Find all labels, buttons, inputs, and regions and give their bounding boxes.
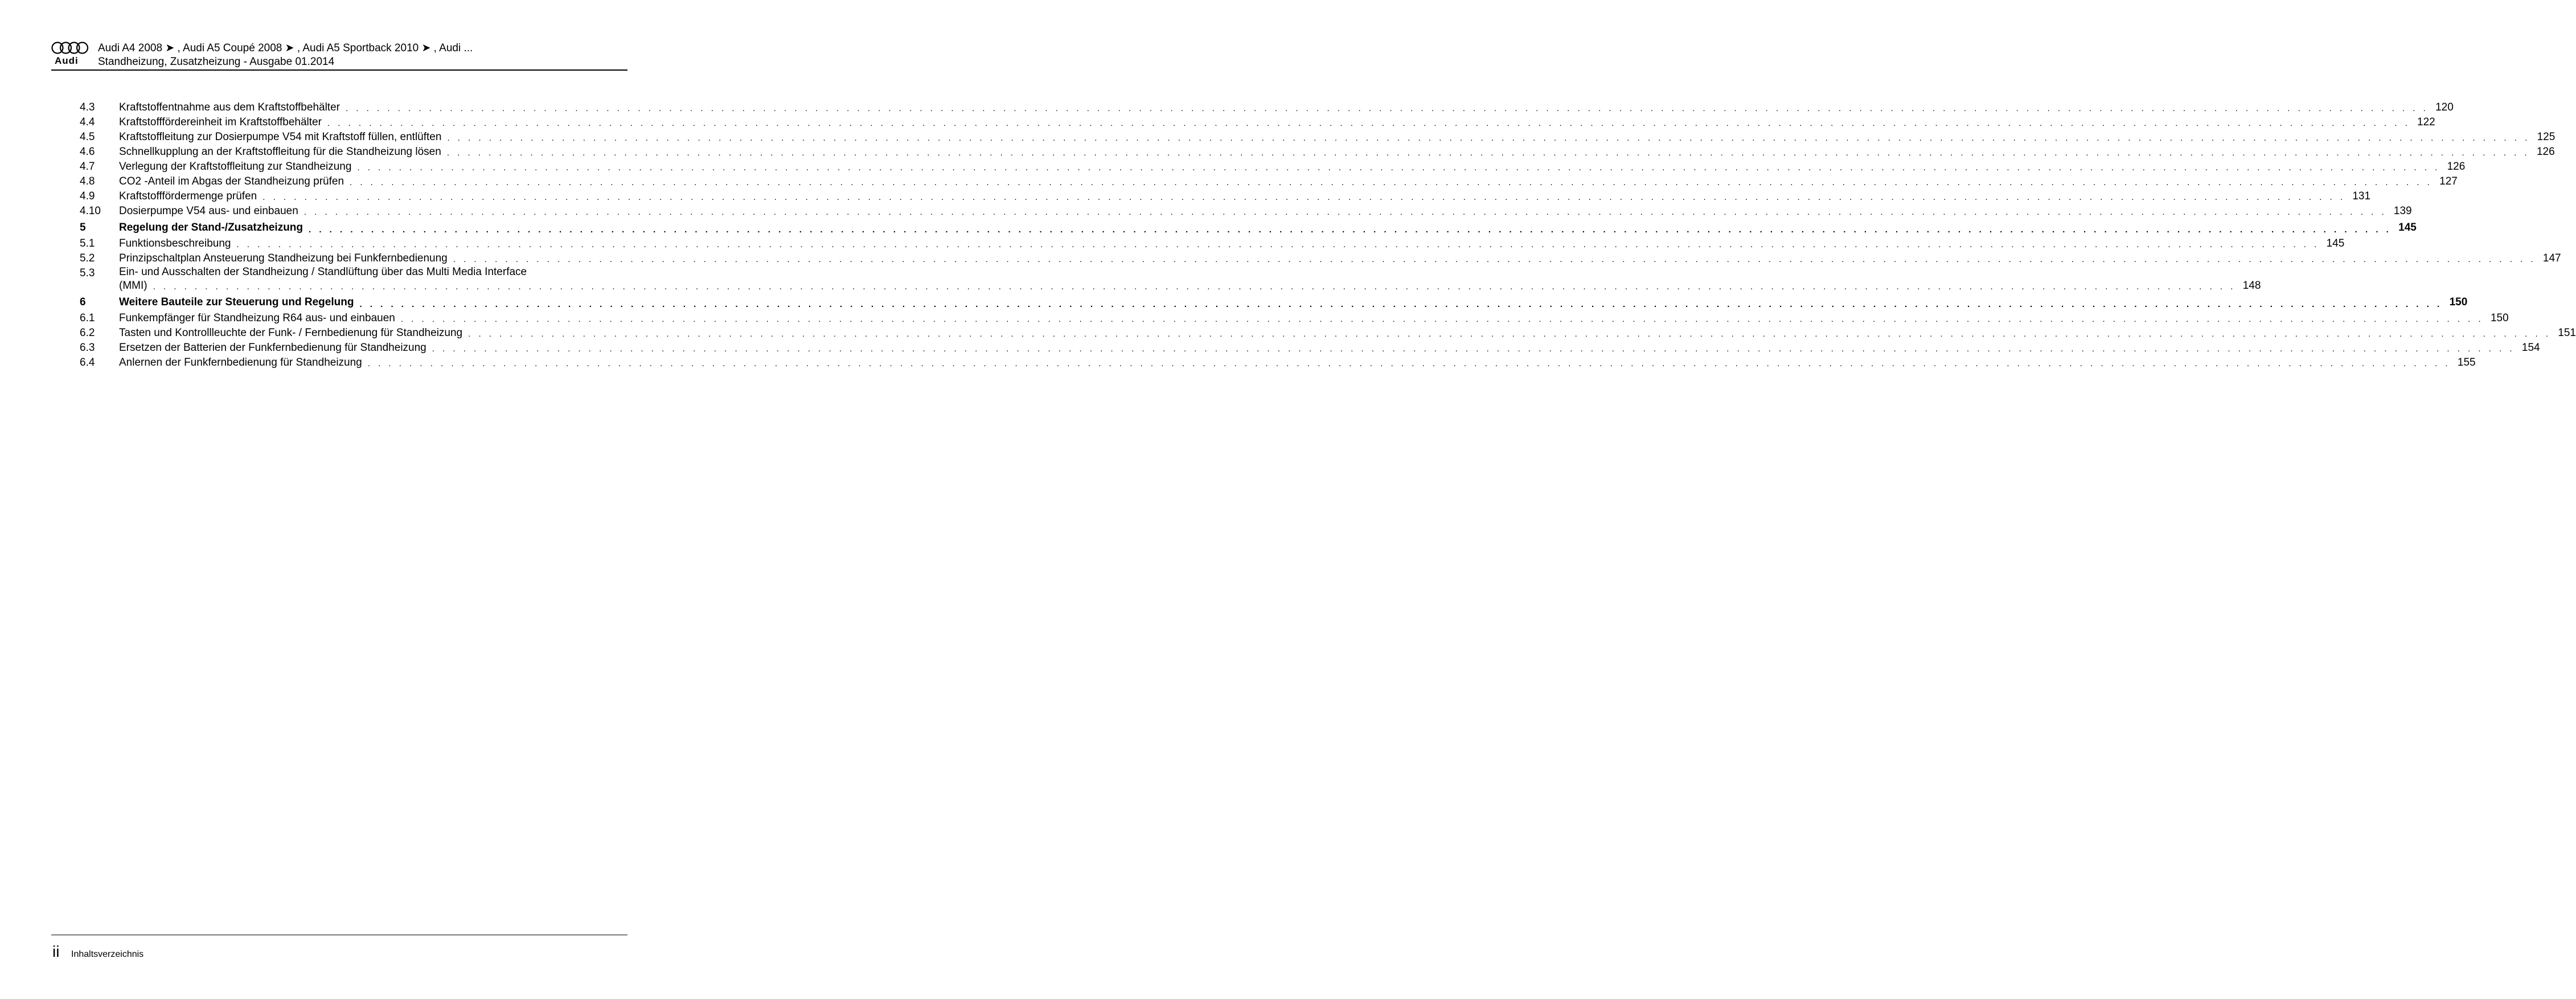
toc-entry-page: 122 [2417,116,2435,128]
toc-entry-title: Kraftstoffentnahme aus dem Kraftstoffbehälter [119,101,340,113]
toc-entry-body [119,145,2555,159]
page-number: ii [52,943,60,960]
toc-entry-number: 4.10 [80,205,101,217]
toc-entry-number: 5 [80,222,86,234]
toc-entry-title: Verlegung der Kraftstoffleitung zur Standheizung [119,161,352,173]
toc-entry-title: Kraftstofffördermenge prüfen [119,190,257,202]
toc-dot-leader: . . . . . . . . . . . . . . . . . . . . . . . . . . . . . . . . . . . . . . . . . . . . . . . . . . . . . . . . . . . . . . . . . . . . . . . . . . . . . . . . . . . . . . . . . . . . . . . . . . . . . . . . . . . . . . . . . . . . . . . . . . . . . . . . . . . . . . . . . . . . . . . . . . . . . . . . . . . . . . . . . . . . . . . . . . . . . . . . . . . . . . . . . . . . . . . . . . . . . . . . [350,178,2433,187]
toc-entry-title: Anlernen der Funkfernbedienung für Standheizung [119,357,362,369]
toc-entry-body [119,355,2476,370]
toc-entry-number: 4.4 [80,116,95,128]
toc-dot-leader: . . . . . . . . . . . . . . . . . . . . . . . . . . . . . . . . . . . . . . . . . . . . . . . . . . . . . . . . . . . . . . . . . . . . . . . . . . . . . . . . . . . . . . . . . . . . . . . . . . . . . . . . . . . . . . . . . . . . . . . . . . . . . . . . . . . . . . . . . . . . . . . . . . . . . . . . . . . . . . . . . . . . . . . . . . . . . . . . . . . . . . . . . . . . . . . . . . . . . . . . [153,282,2236,292]
toc-chapter-row[interactable] [80,293,2468,311]
toc-entry-body [119,204,2412,219]
toc-dot-leader: . . . . . . . . . . . . . . . . . . . . . . . . . . . . . . . . . . . . . . . . . . . . . . . . . . . . . . . . . . . . . . . . . . . . . . . . . . . . . . . . . . . . . . . . . . . . . . . . . . . . . . . . . . . . . . . . . . . . . . . . . . . . . . . . . . . . . . . . . . . . . . . . . . . . . . . . . . . . . . . . . . . . . . . . . . . . . . . . . . . . . . . . . . . . . . . . . . . . . . . . [345,104,2429,113]
toc-entry-number: 6.4 [80,357,95,369]
toc-entry-page: 150 [2490,312,2509,324]
toc-entry-title: Prinzipschaltplan Ansteuerung Standheizung bei Funkfernbedienung [119,252,448,264]
toc-entry-number: 4.6 [80,146,95,158]
toc-entry-row[interactable] [80,251,2561,266]
toc-entry-row[interactable] [80,174,2458,189]
toc-chapter-row[interactable] [80,219,2417,236]
toc-entry-body [119,189,2371,204]
toc-entry-title: Regelung der Stand-/Zusatzheizung [119,222,303,234]
toc-entry-body [119,341,2540,355]
toc-entry-body [119,159,2466,174]
toc-entry-page: 150 [2449,296,2468,308]
toc-entry-title: CO2 -Anteil im Abgas der Standheizung prüfen [119,175,344,187]
toc-dot-leader: . . . . . . . . . . . . . . . . . . . . . . . . . . . . . . . . . . . . . . . . . . . . . . . . . . . . . . . . . . . . . . . . . . . . . . . . . . . . . . . . . . . . . . . . . . . . . . . . . . . . . . . . . . . . . . . . . . . . . . . . . . . . . . . . . . . . . . . . . . . . . . . . . . . . . . . . . . . . . . . . . . . . . . . . . . . . . . . . . . . . . . . . . . . . . . . . . . . . . . . . [327,118,2410,128]
toc-entry-row[interactable] [80,145,2555,159]
table-of-contents [80,100,2576,370]
toc-entry-number: 6 [80,296,86,308]
toc-entry-title: Tasten und Kontrollleuchte der Funk- / Fernbedienung für Standheizung [119,327,463,339]
toc-entry-number: 6.3 [80,342,95,354]
toc-entry-row[interactable] [80,130,2556,145]
toc-entry-body [119,130,2556,145]
toc-dot-leader: . . . . . . . . . . . . . . . . . . . . . . . . . . . . . . . . . . . . . . . . . . . . . . . . . . . . . . . . . . . . . . . . . . . . . . . . . . . . . . . . . . . . . . . . . . . . . . . . . . . . . . . . . . . . . . . . . . . . . . . . . . . . . . . . . . . . . . . . . . . . . . . . . . . . . . . . . . . . . . . . . . . . . . . . . . . . . . . . . . . . . . . . . . . . . . . . . . . . . . . . [446,148,2530,158]
toc-entry-row[interactable] [80,355,2476,370]
toc-entry-row[interactable] [80,341,2540,355]
toc-entry-row[interactable] [80,326,2576,341]
toc-dot-leader: . . . . . . . . . . . . . . . . . . . . . . . . . . . . . . . . . . . . . . . . . . . . . . . . . . . . . . . . . . . . . . . . . . . . . . . . . . . . . . . . . . . . . . . . . . . . . . . . . . . . . . . . . . . . . . . . . . . . . . . . . . . . . . . . . . . . . . . . . . . . . . . . . . . . . . . . . . . . . . . . . . . . . . . . . . . . . . . . . . . . . . . . . . . . . . . . . . . . . . . . [367,359,2451,369]
toc-entry-row[interactable] [80,100,2454,115]
toc-entry-row[interactable] [80,311,2509,326]
toc-entry-page: 154 [2521,342,2540,354]
audi-rings-icon [51,41,89,55]
toc-entry-body [119,251,2561,266]
toc-entry-title: Kraftstoffleitung zur Dosierpumpe V54 mit Kraftstoff füllen, entlüften [119,131,442,143]
header-divider [51,69,627,71]
toc-dot-leader: . . . . . . . . . . . . . . . . . . . . . . . . . . . . . . . . . . . . . . . . . . . . . . . . . . . . . . . . . . . . . . . . . . . . . . . . . . . . . . . . . . . . . . . . . . . . . . . . . . . . . . . . . . . . . . . . . . . . . . . . . . . . . . . . . . . . . . . . . . . . . . . . . . . . . . . . . . . . . . . . . . . . . . . . . . . . . . . . . . . . . . . . . . . . . . . . . . . . . . . . [432,344,2515,354]
toc-dot-leader: . . . . . . . . . . . . . . . . . . . . . . . . . . . . . . . . . . . . . . . . . . . . . . . . . . . . . . . . . . . . . . . . . . . . . . . . . . . . . . . . . . . . . . . . . . . . . . . . . . . . . . . . . . . . . . . . . . . . . . . . . . . . . . . . . . . . . . . . . . . . . . . . . . . . . . . . . . . . . . . . . . . . . . . . . . . . . . . . . . . . . . . . . . . . . . . . . . . . . . . . [400,314,2484,324]
toc-entry-page: 155 [2457,357,2476,369]
header-subtitle: Standheizung, Zusatzheizung - Ausgabe 01.2014 [98,56,335,68]
toc-entry-row[interactable] [80,115,2435,130]
toc-entry-page: 148 [2242,280,2261,292]
toc-entry-title-continued: (MMI) [119,280,147,292]
toc-entry-row[interactable] [80,236,2345,251]
toc-entry-page: 126 [2447,161,2466,173]
toc-entry-page: 120 [2435,101,2454,113]
toc-entry-page: 139 [2393,205,2412,217]
toc-entry-title: Weitere Bauteile zur Steuerung und Regelung [119,296,354,308]
toc-entry-body [119,100,2454,115]
toc-entry-title: Dosierpumpe V54 aus- und einbauen [119,205,298,217]
toc-dot-leader: . . . . . . . . . . . . . . . . . . . . . . . . . . . . . . . . . . . . . . . . . . . . . . . . . . . . . . . . . . . . . . . . . . . . . . . . . . . . . . . . . . . . . . . . . . . . . . . . . . . . . . . . . . . . . . . . . . . . . . . . . . . . . . . . . . . . . . . . . . . . . . . . . . . . . . . . . . . . . . . . . . . . . . . . . . . . . . . . . . . . . . . . . . . . . . . . . . . . . . . . [359,300,2443,309]
toc-entry-body [119,311,2509,326]
toc-dot-leader: . . . . . . . . . . . . . . . . . . . . . . . . . . . . . . . . . . . . . . . . . . . . . . . . . . . . . . . . . . . . . . . . . . . . . . . . . . . . . . . . . . . . . . . . . . . . . . . . . . . . . . . . . . . . . . . . . . . . . . . . . . . . . . . . . . . . . . . . . . . . . . . . . . . . . . . . . . . . . . . . . . . . . . . . . . . . . . . . . . . . . . . . . . . . . . . . . . . . . . . . [453,255,2536,264]
toc-entry-number: 6.2 [80,327,95,339]
toc-entry-number: 4.8 [80,175,95,187]
toc-entry-title: Kraftstofffördereinheit im Kraftstoffbehälter [119,116,322,128]
toc-entry-title: Funkempfänger für Standheizung R64 aus- und einbauen [119,312,395,324]
toc-entry-number: 4.7 [80,161,95,173]
toc-dot-leader: . . . . . . . . . . . . . . . . . . . . . . . . . . . . . . . . . . . . . . . . . . . . . . . . . . . . . . . . . . . . . . . . . . . . . . . . . . . . . . . . . . . . . . . . . . . . . . . . . . . . . . . . . . . . . . . . . . . . . . . . . . . . . . . . . . . . . . . . . . . . . . . . . . . . . . . . . . . . . . . . . . . . . . . . . . . . . . . . . . . . . . . . . . . . . . . . . . . . . . . . [262,193,2346,202]
toc-dot-leader: . . . . . . . . . . . . . . . . . . . . . . . . . . . . . . . . . . . . . . . . . . . . . . . . . . . . . . . . . . . . . . . . . . . . . . . . . . . . . . . . . . . . . . . . . . . . . . . . . . . . . . . . . . . . . . . . . . . . . . . . . . . . . . . . . . . . . . . . . . . . . . . . . . . . . . . . . . . . . . . . . . . . . . . . . . . . . . . . . . . . . . . . . . . . . . . . . . . . . . . . [468,329,2551,339]
toc-entry-title: Ersetzen der Batterien der Funkfernbedienung für Standheizung [119,342,426,354]
toc-entry-page: 127 [2439,175,2458,187]
toc-entry-page: 131 [2352,190,2371,202]
footer-section-label: Inhaltsverzeichnis [71,949,144,959]
toc-entry-number: 4.3 [80,101,95,113]
toc-entry-body [119,174,2458,189]
toc-entry-title: Schnellkupplung an der Kraftstoffleitung für die Standheizung lösen [119,146,441,158]
toc-dot-leader: . . . . . . . . . . . . . . . . . . . . . . . . . . . . . . . . . . . . . . . . . . . . . . . . . . . . . . . . . . . . . . . . . . . . . . . . . . . . . . . . . . . . . . . . . . . . . . . . . . . . . . . . . . . . . . . . . . . . . . . . . . . . . . . . . . . . . . . . . . . . . . . . . . . . . . . . . . . . . . . . . . . . . . . . . . . . . . . . . . . . . . . . . . . . . . . . . . . . . . . . [447,133,2530,143]
toc-dot-leader: . . . . . . . . . . . . . . . . . . . . . . . . . . . . . . . . . . . . . . . . . . . . . . . . . . . . . . . . . . . . . . . . . . . . . . . . . . . . . . . . . . . . . . . . . . . . . . . . . . . . . . . . . . . . . . . . . . . . . . . . . . . . . . . . . . . . . . . . . . . . . . . . . . . . . . . . . . . . . . . . . . . . . . . . . . . . . . . . . . . . . . . . . . . . . . . . . . . . . . . . [303,207,2387,217]
toc-entry-number: 5.1 [80,238,95,249]
page-header [51,41,627,71]
toc-entry-number: 5.2 [80,252,95,264]
toc-entry-row[interactable] [80,159,2466,174]
toc-entry-title: Ein- und Ausschalten der Standheizung / Standlüftung über das Multi Media Interface [119,266,527,278]
toc-dot-leader: . . . . . . . . . . . . . . . . . . . . . . . . . . . . . . . . . . . . . . . . . . . . . . . . . . . . . . . . . . . . . . . . . . . . . . . . . . . . . . . . . . . . . . . . . . . . . . . . . . . . . . . . . . . . . . . . . . . . . . . . . . . . . . . . . . . . . . . . . . . . . . . . . . . . . . . . . . . . . . . . . . . . . . . . . . . . . . . . . . . . . . . . . . . . . . . . . . . . . . . . [236,240,2320,249]
toc-entry-body [119,326,2576,341]
toc-entry-row[interactable] [80,204,2412,219]
audi-logo [51,41,89,66]
audi-wordmark: Audi [55,55,79,66]
toc-entry-body [119,115,2435,130]
toc-entry-row[interactable] [80,189,2371,204]
toc-entry-number: 6.1 [80,312,95,324]
toc-entry-page: 145 [2326,238,2345,249]
toc-entry-body [119,293,2468,311]
toc-entry-page: 125 [2537,131,2556,143]
toc-entry-body [119,219,2417,236]
toc-entry-continuation [119,279,2261,293]
toc-entry-row[interactable] [80,266,2261,293]
toc-entry-page: 151 [2558,327,2576,339]
toc-entry-page: 126 [2536,146,2555,158]
toc-dot-leader: . . . . . . . . . . . . . . . . . . . . . . . . . . . . . . . . . . . . . . . . . . . . . . . . . . . . . . . . . . . . . . . . . . . . . . . . . . . . . . . . . . . . . . . . . . . . . . . . . . . . . . . . . . . . . . . . . . . . . . . . . . . . . . . . . . . . . . . . . . . . . . . . . . . . . . . . . . . . . . . . . . . . . . . . . . . . . . . . . . . . . . . . . . . . . . . . . . . . . . . . [309,225,2392,235]
toc-entry-body [119,236,2345,251]
toc-entry-page: 145 [2398,222,2417,234]
toc-entry-number: 4.9 [80,190,95,202]
toc-entry-number: 5.3 [80,267,95,279]
toc-entry-title: Funktionsbeschreibung [119,238,231,249]
toc-entry-page: 147 [2542,252,2561,264]
toc-dot-leader: . . . . . . . . . . . . . . . . . . . . . . . . . . . . . . . . . . . . . . . . . . . . . . . . . . . . . . . . . . . . . . . . . . . . . . . . . . . . . . . . . . . . . . . . . . . . . . . . . . . . . . . . . . . . . . . . . . . . . . . . . . . . . . . . . . . . . . . . . . . . . . . . . . . . . . . . . . . . . . . . . . . . . . . . . . . . . . . . . . . . . . . . . . . . . . . . . . . . . . . . [357,163,2440,173]
header-models: Audi A4 2008 ➤ , Audi A5 Coupé 2008 ➤ , Audi A5 Sportback 2010 ➤ , Audi ... [98,42,473,54]
toc-entry-body [119,266,2261,293]
toc-entry-number: 4.5 [80,131,95,143]
